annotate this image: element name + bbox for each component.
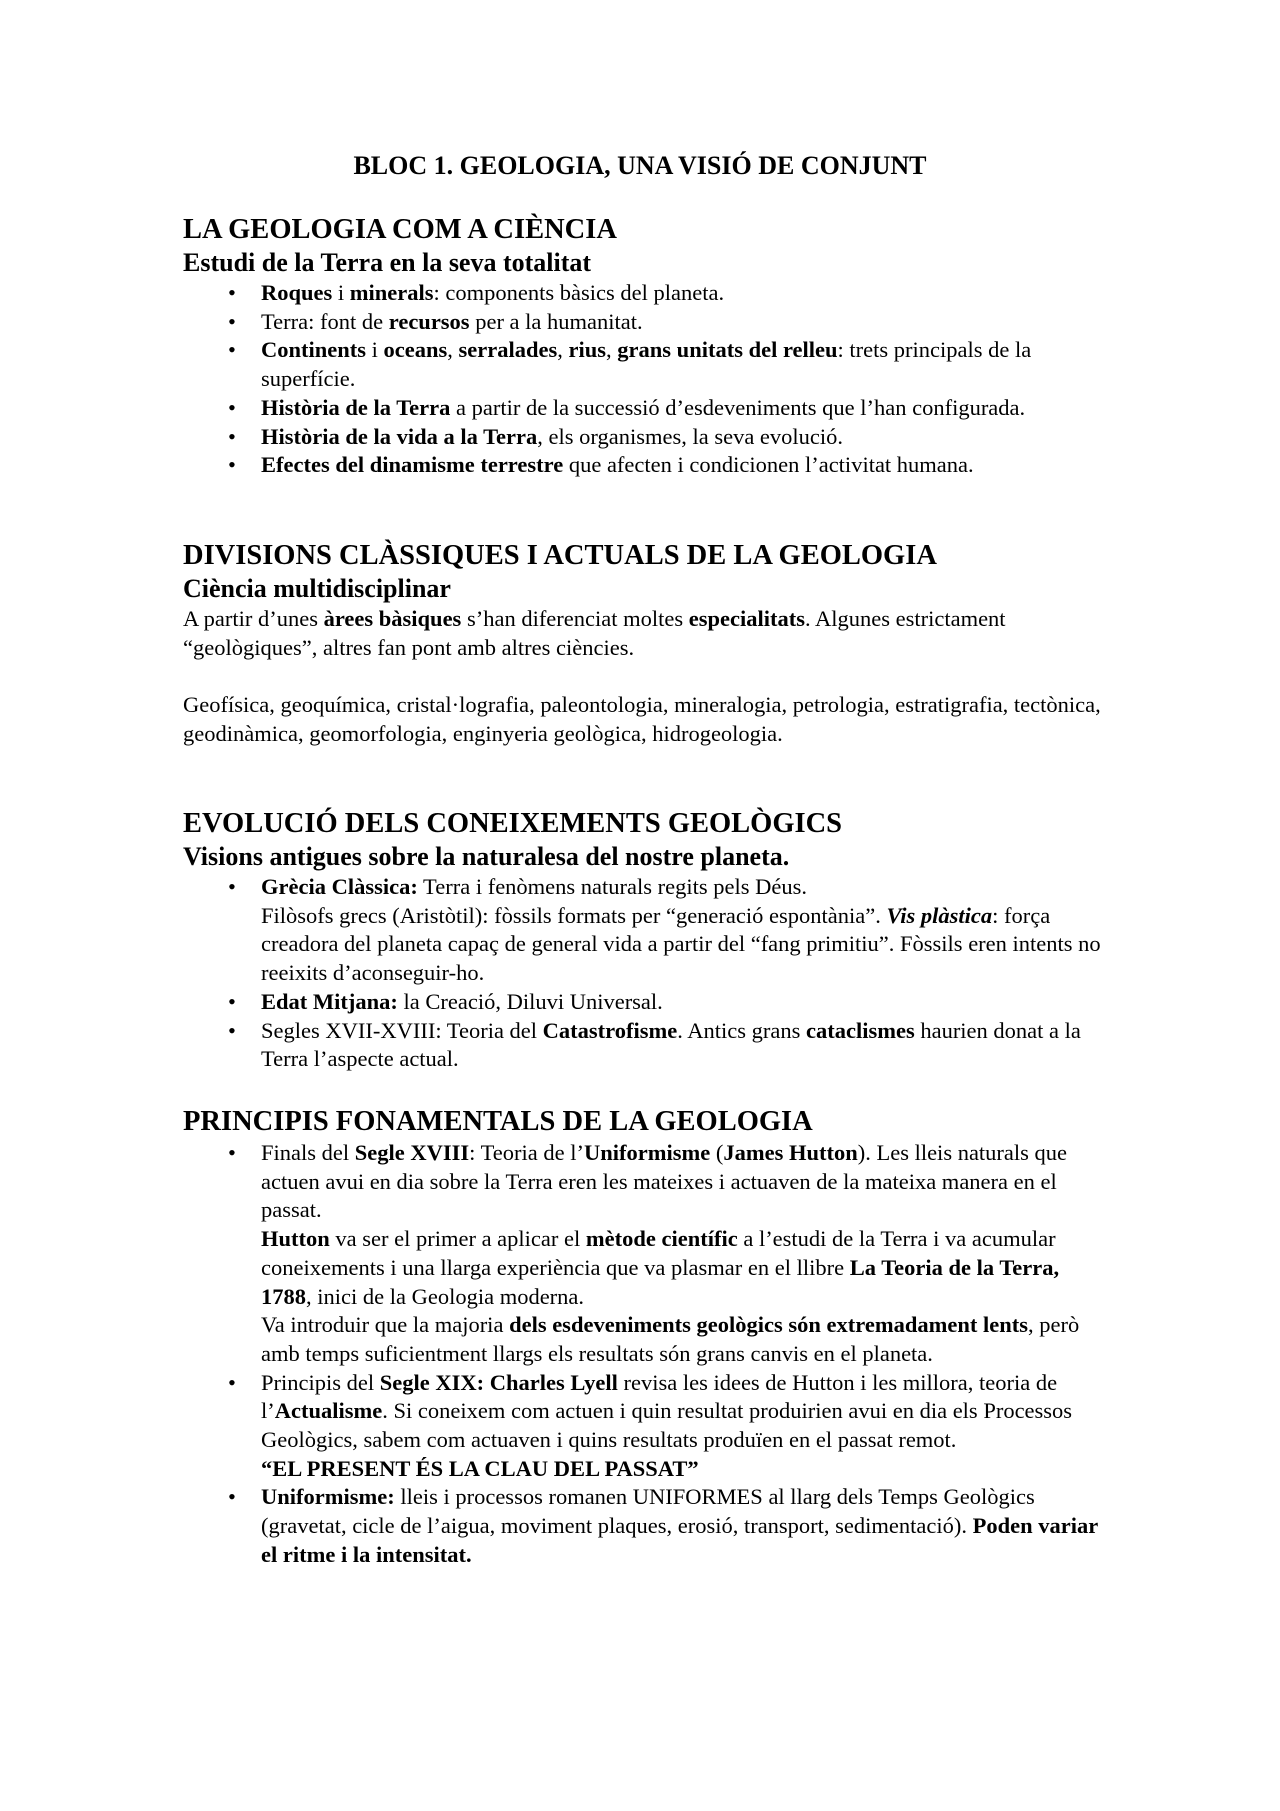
list-item: • Grècia Clàssica: Terra i fenòmens naturals regits pels Déus. Filòsofs grecs (Aristòtil): fòssils formats per “generació espontània”. Vis plàstica: força creadora del planeta capaç de general vida a partir del “fang primitiu”. Fòssils eren intents no reeixits d’aconseguir-ho. xyxy=(228,874,1101,986)
key-quote: “EL PRESENT ÉS LA CLAU DEL PASSAT” xyxy=(261,1455,699,1481)
list-item: • Roques i minerals: components bàsics del planeta. xyxy=(183,279,1113,308)
bullet-list xyxy=(183,873,1113,1074)
list-item: • Edat Mitjana: la Creació, Diluvi Universal. xyxy=(183,988,1113,1017)
list-item: • Terra: font de recursos per a la humanitat. xyxy=(183,308,1113,337)
list-item: • Uniformisme: lleis i processos romanen UNIFORMES al llarg dels Temps Geològics (gravetat, cicle de l’aigua, moviment plaques, erosió, transport, sedimentació). Poden variar el ritme i la intensitat. xyxy=(228,1484,1098,1567)
list-item: • Continents i oceans, serralades, rius, grans unitats del relleu: trets principals de la superfície. xyxy=(228,337,1032,392)
list-item: • Principis del Segle XIX: Charles Lyell revisa les idees de Hutton i les millora, teoria de l’Actualisme. Si coneixem com actuen i quin resultat produirien avui en dia els Processos Geològics, sabem com actuaven i quins resultats produïen en el passat remot. “EL PRESENT ÉS LA CLAU DEL PASSAT” xyxy=(228,1369,1073,1481)
bullet-icon: • xyxy=(228,874,236,899)
section-heading: PRINCIPIS FONAMENTALS DE LA GEOLOGIA xyxy=(183,1106,813,1137)
paragraph: Geofísica, geoquímica, cristal·lografia, paleontologia, mineralogia, petrologia, estratigrafia, tectònica, geodinàmica, geomorfologia, enginyeria geològica, hidrogeologia. xyxy=(183,692,1101,746)
bullet-icon: • xyxy=(228,988,236,1014)
list-item: • Finals del Segle XVIII: Teoria de l’Uniformisme (James Hutton). Les lleis naturals que actuen avui en dia sobre la Terra eren les mateixes i actuaven de la mateixa manera en el passat. Hutton va ser el primer a aplicar el mètode científic a l’estudi de la Terra i va acumular coneixements i una llarga experiència que va plasmar en el llibre La Teoria de la Terra, 1788, inici de la Geologia moderna. Va introduir que la majoria dels esdeveniments geològics són extremadament lents, però amb temps suficientment llargs els resultats són grans canvis en el planeta. xyxy=(228,1140,1080,1366)
section-principles xyxy=(183,1105,1113,1570)
bullet-icon: • xyxy=(228,1369,236,1395)
bullet-icon: • xyxy=(228,423,236,449)
list-item: • Història de la vida a la Terra, els organismes, la seva evolució. xyxy=(183,423,1113,452)
bullet-list xyxy=(183,279,1113,480)
list-item: • Història de la Terra a partir de la successió d’esdeveniments que l’han configurada. xyxy=(183,394,1113,423)
section-divisions xyxy=(183,539,1113,749)
section-evolution xyxy=(183,807,1113,1074)
bullet-icon: • xyxy=(228,1017,236,1043)
bullet-icon: • xyxy=(228,1484,236,1510)
document-title: BLOC 1. GEOLOGIA, UNA VISIÓ DE CONJUNT xyxy=(353,151,927,180)
section-subheading: Visions antigues sobre la naturalesa del nostre planeta. xyxy=(183,842,790,871)
bullet-icon: • xyxy=(228,1140,236,1165)
bullet-list xyxy=(183,1139,1113,1570)
bullet-icon: • xyxy=(228,337,236,363)
paragraph: A partir d’unes àrees bàsiques s’han diferenciat moltes especialitats. Algunes estrictament “geològiques”, altres fan pont amb altres ciències. xyxy=(183,606,1006,660)
bullet-icon: • xyxy=(228,394,236,420)
section-heading: LA GEOLOGIA COM A CIÈNCIA xyxy=(183,214,617,245)
section-geology-as-science xyxy=(183,213,1113,480)
section-heading: DIVISIONS CLÀSSIQUES I ACTUALS DE LA GEOLOGIA xyxy=(183,540,937,571)
bullet-icon: • xyxy=(228,280,236,305)
section-subheading: Ciència multidisciplinar xyxy=(183,574,451,603)
bullet-icon: • xyxy=(228,308,236,334)
list-item: • Segles XVII-XVIII: Teoria del Catastrofisme. Antics grans cataclismes haurien donat a la Terra l’aspecte actual. xyxy=(228,1017,1081,1072)
section-heading: EVOLUCIÓ DELS CONEIXEMENTS GEOLÒGICS xyxy=(183,808,843,839)
bullet-icon: • xyxy=(228,452,236,478)
section-subheading: Estudi de la Terra en la seva totalitat xyxy=(183,248,592,277)
list-item: • Efectes del dinamisme terrestre que afecten i condicionen l’activitat humana. xyxy=(183,451,1113,480)
